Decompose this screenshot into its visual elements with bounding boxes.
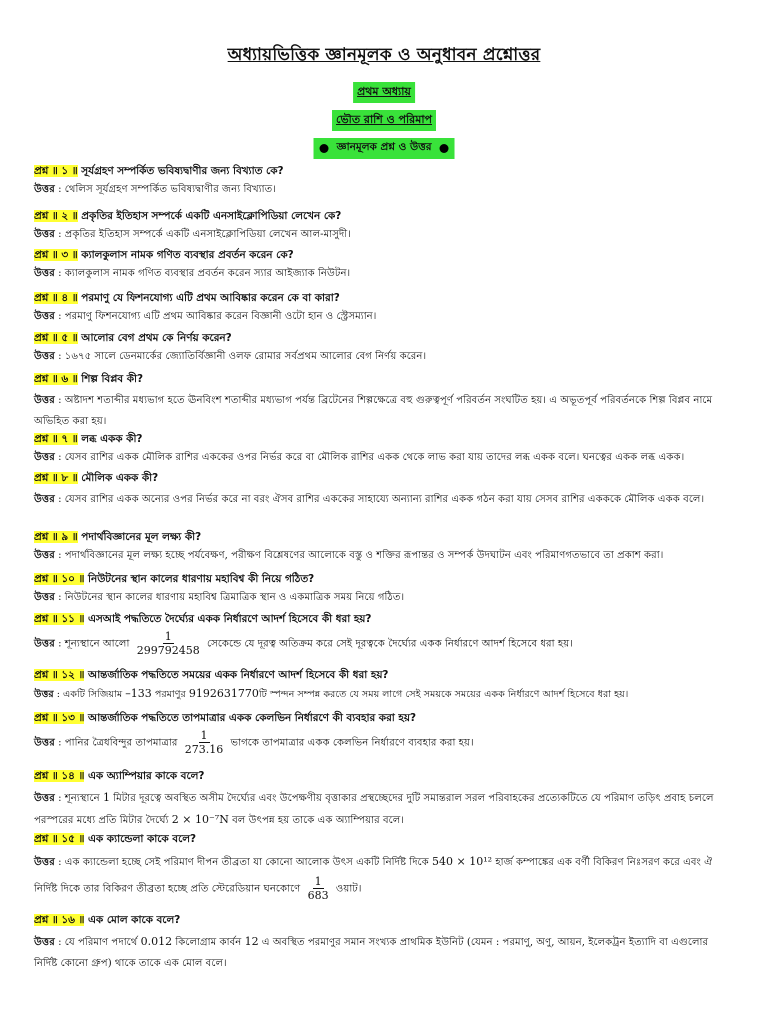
question-number: প্রশ্ন ॥ ৮ ॥	[34, 472, 78, 484]
question	[34, 164, 734, 179]
chapter-name: ভৌত রাশি ও পরিমাপ	[332, 110, 436, 131]
chapter-label: প্রথম অধ্যায়	[353, 82, 415, 103]
fraction-denominator: 683	[307, 889, 329, 902]
answer-text: কিলোগ্রাম কার্বন	[175, 937, 242, 948]
answer-text: এ অবস্থিত পরমাণুর সমান সংখ্যক প্রাথমিক ইউনিট (যেমন : পরমাণু, অণু, আয়ন, ইলেকট্রন ইত্যাদি বা এগুলোর নির্দিষ্ট কোনো গ্রুপ) থাকে তাকে এক মোল বলে।	[34, 937, 709, 969]
fraction-denominator: 273.16	[184, 743, 224, 756]
answer-label: উত্তর	[34, 937, 55, 948]
answer-text: : শূন্যস্থানে আলো	[58, 638, 130, 650]
answer	[34, 450, 734, 465]
question	[34, 668, 734, 683]
answer-text: : ১৬৭৫ সালে ডেনমার্কের জ্যোতির্বিজ্ঞানী ওলফ রোমার সর্বপ্রথম আলোর বেগ নির্ণয় করেন।	[58, 351, 427, 362]
fraction-numerator: 1	[200, 729, 208, 742]
answer	[34, 931, 734, 974]
question	[34, 372, 734, 387]
page-title: অধ্যায়ভিত্তিক জ্ঞানমূলক ও অনুধাবন প্রশ্নোত্তর	[227, 45, 541, 65]
qa-item	[34, 769, 734, 831]
question-number: প্রশ্ন ॥ ২ ॥	[34, 210, 78, 222]
answer-label: উত্তর	[34, 452, 55, 463]
fraction	[135, 630, 202, 657]
question-number: প্রশ্ন ॥ ১৩ ॥	[34, 712, 85, 724]
answer-text: সেকেন্ডে যে দূরত্ব অতিক্রম করে সেই দূরত্বকে দৈর্ঘ্যের একক নির্ধারণে আদর্শ হিসেবে ধরা হয়।	[206, 638, 573, 650]
answer	[34, 489, 734, 510]
answer	[34, 729, 734, 756]
answer	[34, 686, 734, 702]
qa-item	[34, 164, 734, 197]
answer-text: হার্জ কম্পাঙ্কের এক বর্ণী বিকিরণ নিঃসরণ করে এবং ঐ নির্দিষ্ট দিকে তার বিকিরণ তীব্রতা হচ্ছে প্রতি স্টেরেডিয়ান ঘনকোণে	[34, 857, 713, 895]
qa-item	[34, 668, 734, 702]
qa-item	[34, 572, 734, 605]
qa-item	[34, 471, 734, 510]
qa-item	[34, 530, 734, 563]
bullet-icon	[439, 144, 448, 153]
qa-item	[34, 612, 734, 657]
question	[34, 832, 734, 847]
answer-text: : অষ্টাদশ শতাব্দীর মধ্যভাগ হতে ঊনবিংশ শতাব্দীর মধ্যভাগ পর্যন্ত ব্রিটেনের শিল্পক্ষেত্রে বহু গুরুত্বপূর্ণ পরিবর্তন সংঘটিত হয়। এ অভূতপূর্ব পরিবর্তনকে শিল্প বিপ্লব নামে অভিহিত করা হয়।	[34, 395, 713, 427]
qa-item	[34, 372, 734, 432]
question	[34, 913, 734, 928]
answer	[34, 182, 734, 197]
question-number: প্রশ্ন ॥ ১৬ ॥	[34, 914, 85, 926]
question-number: প্রশ্ন ॥ ৩ ॥	[34, 249, 78, 261]
answer-text: : পদার্থবিজ্ঞানের মূল লক্ষ্য হচ্ছে পর্যবেক্ষণ, পরীক্ষণ বিশ্লেষণের আলোকে বস্তু ও শক্তির রূপান্তর ও সম্পর্ক উদঘাটন এবং পরিমাণগতভাবে তা প্রকাশ করা।	[58, 550, 664, 561]
question-text: প্রকৃতির ইতিহাস সম্পর্কে একটি এনসাইক্লোপিডিয়া লেখেন কে?	[81, 210, 342, 222]
answer-text: : পরমাণু ফিশনযোগ্য এটি প্রথম আবিষ্কার করেন বিজ্ঞানী ওটো হান ও স্ট্রেসম্যান।	[58, 311, 377, 322]
answer-text: : এক ক্যান্ডেলা হচ্ছে সেই পরিমাণ দীপন তীব্রতা যা কোনো আলোক উৎস একটি নির্দিষ্ট দিকে	[58, 857, 429, 868]
question-text: আলোর বেগ প্রথম কে নির্ণয় করেন?	[81, 332, 232, 344]
answer-label: উত্তর	[34, 592, 55, 603]
question-text: এসআই পদ্ধতিতে দৈর্ঘ্যের একক নির্ধারণে আদর্শ হিসেবে কী ধরা হয়?	[88, 613, 372, 625]
question-text: এক অ্যাম্পিয়ার কাকে বলে?	[88, 770, 205, 782]
math-value: 2 × 10⁻⁷N	[171, 813, 229, 826]
question	[34, 572, 734, 587]
answer-label: উত্তর	[34, 229, 55, 240]
answer	[34, 630, 734, 657]
question-number: প্রশ্ন ॥ ৬ ॥	[34, 373, 78, 385]
question	[34, 248, 734, 263]
question	[34, 711, 734, 726]
bullet-icon	[320, 144, 329, 153]
answer-text: : থেলিস সূর্যগ্রহণ সম্পর্কিত ভবিষ্যদ্বাণীর জন্য বিখ্যাত।	[58, 184, 276, 195]
fraction-numerator: 1	[314, 875, 322, 888]
math-value: 9192631770	[188, 687, 259, 700]
question-number: প্রশ্ন ॥ ৪ ॥	[34, 292, 78, 304]
answer-text: : একটি সিজিয়াম	[56, 689, 123, 700]
fraction	[306, 875, 331, 902]
question-number: প্রশ্ন ॥ ৭ ॥	[34, 433, 78, 445]
question-text: এক মোল কাকে বলে?	[88, 914, 181, 926]
answer-text: : যেসব রাশির একক মৌলিক রাশির এককের ওপর নির্ভর করে বা মৌলিক রাশির একক থেকে লাভ করা যায় তাদের লব্ধ একক বলে। ঘনত্বের একক লব্ধ একক।	[58, 452, 685, 463]
section-label: জ্ঞানমূলক প্রশ্ন ও উত্তর	[336, 141, 432, 153]
question-number: প্রশ্ন ॥ ১৪ ॥	[34, 770, 85, 782]
question	[34, 291, 734, 306]
question-number: প্রশ্ন ॥ ১০ ॥	[34, 573, 85, 585]
answer-text: : শূন্যস্থানে	[58, 793, 100, 804]
question-text: এক ক্যান্ডেলা কাকে বলে?	[88, 833, 197, 845]
fraction-denominator: 299792458	[136, 644, 200, 657]
math-value: 0.012	[140, 935, 173, 948]
question-text: ক্যালকুলাস নামক গণিত ব্যবস্থার প্রবর্তন করেন কে?	[81, 249, 294, 261]
answer	[34, 227, 734, 242]
question-text: সূর্যগ্রহণ সম্পর্কিত ভবিষ্যদ্বাণীর জন্য বিখ্যাত কে?	[81, 165, 284, 177]
qa-item	[34, 209, 734, 242]
answer-text: : যে পরিমাণ পদার্থে	[58, 937, 138, 948]
qa-item	[34, 331, 734, 364]
qa-item	[34, 711, 734, 756]
question	[34, 612, 734, 627]
question-text: পরমাণু যে ফিশনযোগ্য এটি প্রথম আবিষ্কার করেন কে বা কারা?	[81, 292, 340, 304]
qa-item	[34, 832, 734, 902]
answer-text: : যেসব রাশির একক অন্যের ওপর নির্ভর করে না বরং ঐসব রাশির এককের সাহায্যে অন্যান্য রাশির একক গঠন করা যায় সেসব রাশির একককে মৌলিক একক বলে।	[58, 494, 705, 505]
question-number: প্রশ্ন ॥ ১২ ॥	[34, 669, 85, 681]
answer-label: উত্তর	[34, 184, 55, 195]
answer-label: উত্তর	[34, 737, 55, 749]
question-text: পদার্থবিজ্ঞানের মূল লক্ষ্য কী?	[81, 531, 202, 543]
answer	[34, 548, 734, 563]
answer	[34, 590, 734, 605]
answer	[34, 787, 734, 831]
answer-label: উত্তর	[34, 638, 55, 650]
answer-label: উত্তর	[34, 395, 55, 406]
question-text: আন্তর্জাতিক পদ্ধতিতে সময়ের একক নির্ধারণে আদর্শ হিসেবে কী ধরা হয়?	[88, 669, 389, 681]
question	[34, 530, 734, 545]
answer-text: ওয়াট।	[335, 883, 362, 895]
fraction	[183, 729, 226, 756]
question	[34, 331, 734, 346]
qa-item	[34, 913, 734, 974]
question-number: প্রশ্ন ॥ ১ ॥	[34, 165, 78, 177]
math-value: 12	[244, 935, 259, 948]
qa-item	[34, 291, 734, 324]
math-value: 540 × 10¹²	[432, 855, 493, 868]
answer-text: ভাগকে তাপমাত্রার একক কেলভিন নির্ধারণে ব্যবহার করা হয়।	[230, 737, 474, 749]
question-number: প্রশ্ন ॥ ১৫ ॥	[34, 833, 85, 845]
answer-text: : প্রকৃতির ইতিহাস সম্পর্কে একটি এনসাইক্লোপিডিয়া লেখেন আল-মাসুদী।	[58, 229, 351, 240]
answer	[34, 309, 734, 324]
answer-text: মিটার দূরত্বে অবস্থিত অসীম দৈর্ঘ্যের এবং উপেক্ষণীয় বৃত্তাকার প্রস্থচ্ছেদের দুটি সমান্তরাল সরল পরিবাহকের প্রত্যেকটিতে যে পরিমাণ তড়িৎ প্রবাহ চললে পরস্পরের মধ্যে প্রতি মিটার দৈর্ঘ্যে	[34, 793, 714, 826]
answer-label: উত্তর	[34, 268, 55, 279]
answer	[34, 349, 734, 364]
answer-label: উত্তর	[34, 311, 55, 322]
answer	[34, 850, 734, 902]
math-value: 1	[102, 791, 110, 804]
question-text: নিউটনের স্থান কালের ধারণায় মহাবিশ্ব কী নিয়ে গঠিত?	[88, 573, 315, 585]
qa-item	[34, 248, 734, 281]
question-number: প্রশ্ন ॥ ৯ ॥	[34, 531, 78, 543]
question	[34, 432, 734, 447]
section-heading	[314, 138, 455, 159]
question	[34, 209, 734, 224]
answer-label: উত্তর	[34, 689, 54, 700]
answer	[34, 390, 734, 432]
answer-label: উত্তর	[34, 351, 55, 362]
answer-label: উত্তর	[34, 494, 55, 505]
question-number: প্রশ্ন ॥ ৫ ॥	[34, 332, 78, 344]
question-number: প্রশ্ন ॥ ১১ ॥	[34, 613, 85, 625]
math-value: –133	[125, 687, 152, 700]
answer-text: : ক্যালকুলাস নামক গণিত ব্যবস্থার প্রবর্তন করেন স্যার আইজ্যাক নিউটন।	[58, 268, 351, 279]
answer-label: উত্তর	[34, 793, 55, 804]
question	[34, 471, 734, 486]
question-text: মৌলিক একক কী?	[81, 472, 159, 484]
answer-label: উত্তর	[34, 550, 55, 561]
fraction-numerator: 1	[164, 630, 172, 643]
question	[34, 769, 734, 784]
answer-text: বল উৎপন্ন হয় তাকে এক অ্যাম্পিয়ার বলে।	[232, 815, 404, 826]
answer-text: টি স্পন্দন সম্পন্ন করতে যে সময় লাগে সেই সময়কে সময়ের একক নির্ধারণে আদর্শ হিসেবে ধরা হয়।	[258, 689, 629, 700]
answer-text: পরমাণুর	[154, 689, 186, 700]
question-text: লব্ধ একক কী?	[81, 433, 143, 445]
answer-text: : নিউটনের স্থান কালের ধারণায় মহাবিশ্ব ত্রিমাত্রিক স্থান ও একমাত্রিক সময় নিয়ে গঠিত।	[58, 592, 405, 603]
answer-text: : পানির ত্রৈধবিন্দুর তাপমাত্রার	[58, 737, 178, 749]
answer	[34, 266, 734, 281]
question-text: আন্তর্জাতিক পদ্ধতিতে তাপমাত্রার একক কেলভিন নির্ধারণে কী ব্যবহার করা হয়?	[88, 712, 417, 724]
question-text: শিল্প বিপ্লব কী?	[81, 373, 143, 385]
qa-item	[34, 432, 734, 465]
answer-label: উত্তর	[34, 857, 55, 868]
